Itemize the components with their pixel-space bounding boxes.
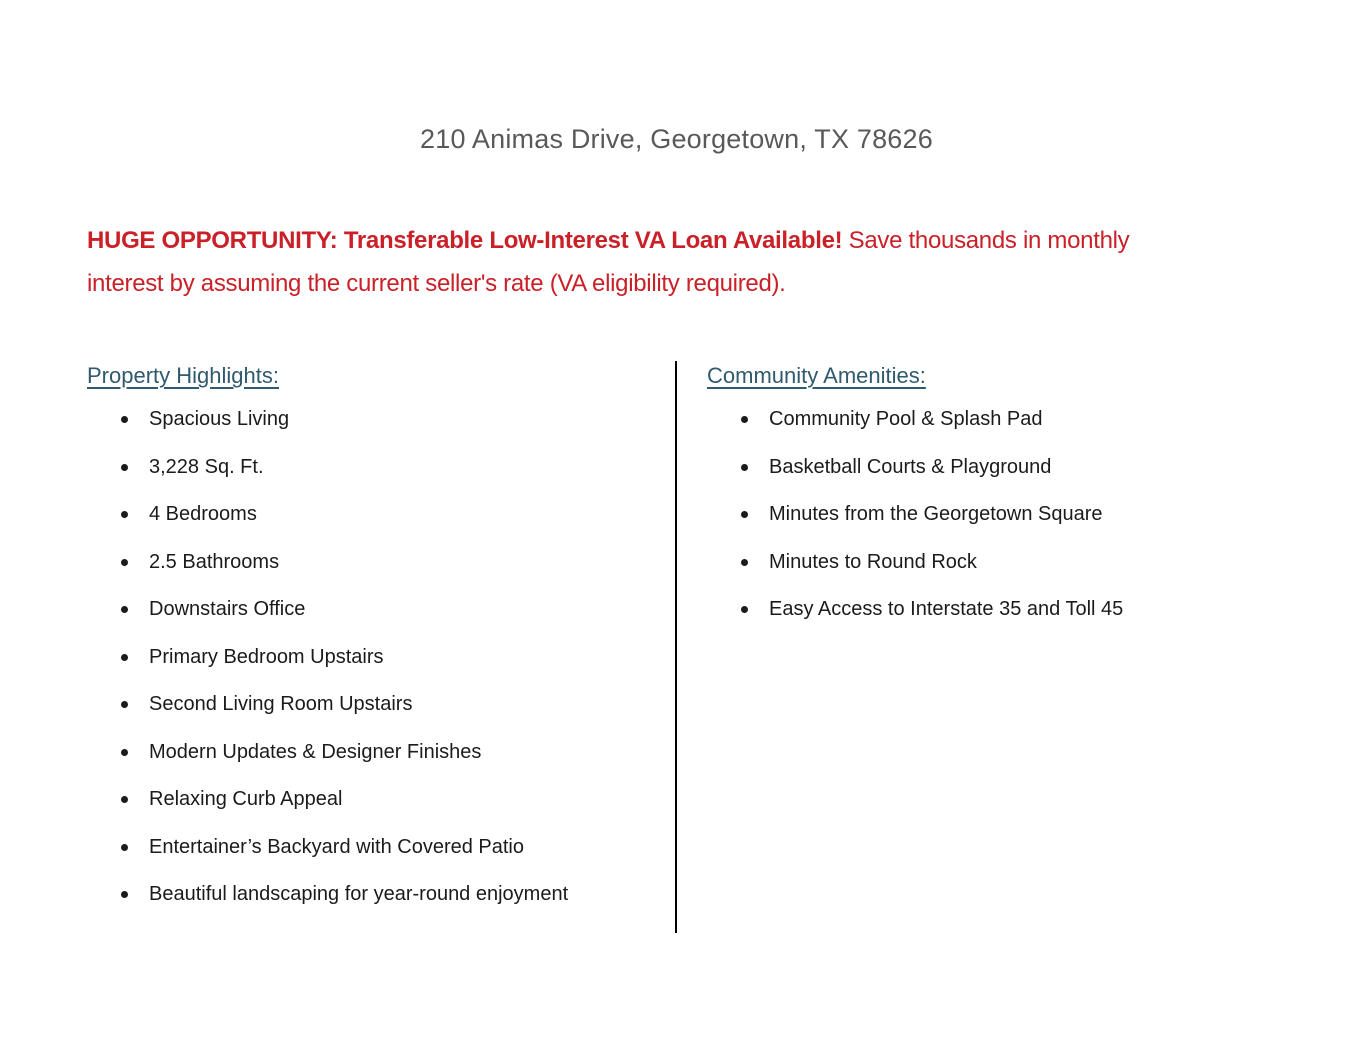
- list-item: Modern Updates & Designer Finishes: [87, 741, 675, 764]
- property-highlights-list: [87, 408, 675, 906]
- list-item: Beautiful landscaping for year-round enjoyment: [87, 883, 675, 906]
- list-item: Minutes to Round Rock: [707, 551, 1237, 574]
- property-highlights-column: [87, 361, 675, 931]
- list-item: 4 Bedrooms: [87, 503, 675, 526]
- list-item: 2.5 Bathrooms: [87, 551, 675, 574]
- property-address-title: 210 Animas Drive, Georgetown, TX 78626: [420, 124, 933, 154]
- list-item: Primary Bedroom Upstairs: [87, 646, 675, 669]
- two-column-section: [87, 361, 1237, 933]
- list-item: Relaxing Curb Appeal: [87, 788, 675, 811]
- list-item: 3,228 Sq. Ft.: [87, 456, 675, 479]
- list-item: Second Living Room Upstairs: [87, 693, 675, 716]
- property-highlights-heading: Property Highlights:: [87, 363, 279, 388]
- community-amenities-list: [707, 408, 1237, 621]
- list-item: Basketball Courts & Playground: [707, 456, 1237, 479]
- banner-headline: HUGE OPPORTUNITY: Transferable Low-Interest VA Loan Available!: [87, 227, 843, 254]
- list-item: Downstairs Office: [87, 598, 675, 621]
- list-item: Easy Access to Interstate 35 and Toll 45: [707, 598, 1237, 621]
- list-item: Minutes from the Georgetown Square: [707, 503, 1237, 526]
- list-item: Community Pool & Splash Pad: [707, 408, 1237, 431]
- list-item: Spacious Living: [87, 408, 675, 431]
- community-amenities-column: [677, 361, 1237, 646]
- va-loan-banner: [87, 219, 1212, 305]
- banner-detail: Save thousands in monthly interest by assuming the current seller's rate (VA eligibility required).: [87, 227, 1130, 297]
- community-amenities-heading: Community Amenities:: [707, 363, 926, 388]
- list-item: Entertainer’s Backyard with Covered Patio: [87, 836, 675, 859]
